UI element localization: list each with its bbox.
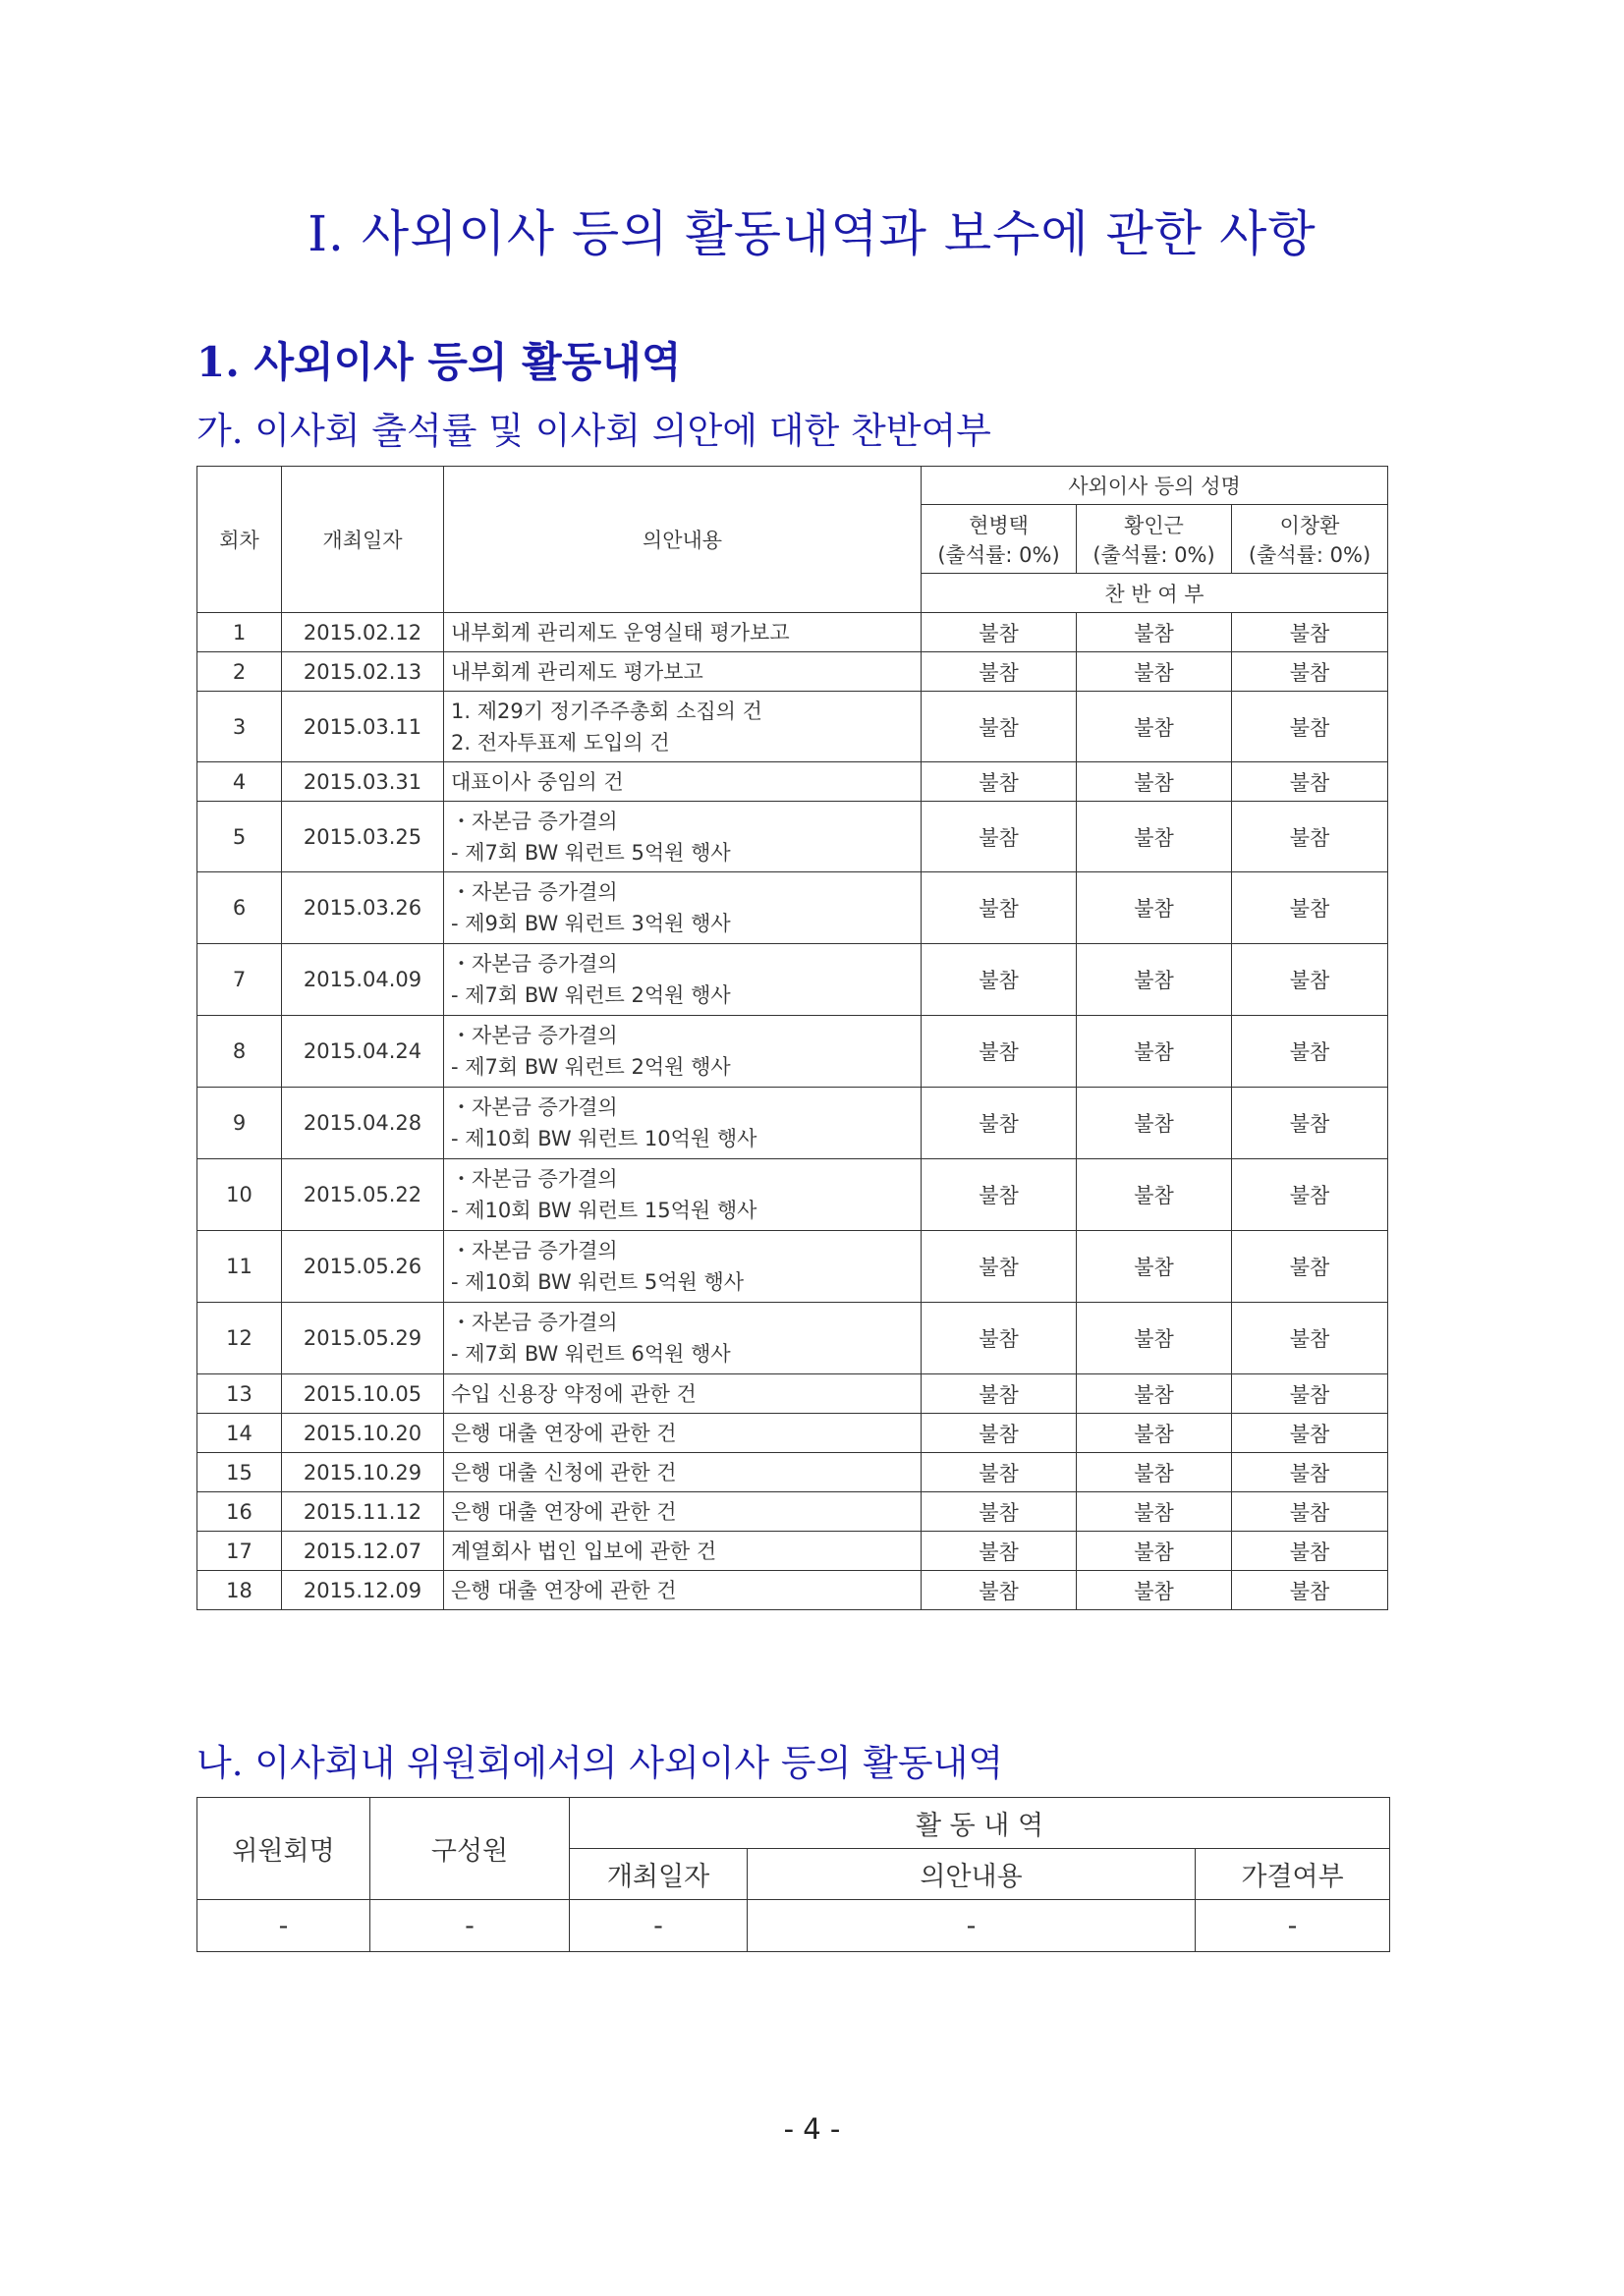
header-director-3 (1232, 505, 1388, 574)
table-row (197, 1016, 1388, 1088)
round-cell: 10 (197, 1159, 282, 1231)
director-attendance: (출석률: 0%) (1248, 542, 1372, 567)
date-cell: 2015.05.26 (282, 1231, 444, 1303)
header-members: 구성원 (370, 1798, 570, 1900)
vote-cell: 불참 (1232, 1492, 1388, 1532)
vote-cell: 불참 (1077, 1571, 1232, 1610)
agenda-cell (444, 1016, 922, 1088)
vote-cell: 불참 (922, 692, 1077, 762)
page-title: I. 사외이사 등의 활동내역과 보수에 관한 사항 (308, 205, 1316, 262)
header-activity: 활 동 내 역 (570, 1798, 1390, 1849)
vote-cell: 불참 (922, 1453, 1077, 1492)
table-row (197, 692, 1388, 762)
vote-cell: 불참 (922, 1374, 1077, 1414)
vote-cell: 불참 (1077, 613, 1232, 652)
round-cell: 1 (197, 613, 282, 652)
vote-cell: 불참 (1077, 1374, 1232, 1414)
vote-cell: 불참 (1232, 1231, 1388, 1303)
date-cell: 2015.03.25 (282, 802, 444, 872)
agenda-line: 내부회계 관리제도 운영실태 평가보고 (451, 620, 790, 644)
vote-cell: 불참 (1077, 1453, 1232, 1492)
vote-cell: 불참 (922, 613, 1077, 652)
agenda-line: - 제7회 BW 워런트 5억원 행사 (451, 840, 731, 865)
vote-cell: 불참 (922, 1492, 1077, 1532)
vote-cell: 불참 (922, 762, 1077, 802)
vote-cell: 불참 (1232, 802, 1388, 872)
agenda-line: 대표이사 중임의 건 (451, 769, 624, 794)
round-cell: 14 (197, 1414, 282, 1453)
committee-cell: - (197, 1900, 370, 1952)
vote-cell: 불참 (1077, 944, 1232, 1016)
date-cell: 2015.10.29 (282, 1453, 444, 1492)
agenda-cell (444, 1571, 922, 1610)
agenda-line: 수입 신용장 약정에 관한 건 (451, 1381, 697, 1406)
table-row (197, 872, 1388, 944)
vote-cell: 불참 (922, 1414, 1077, 1453)
agenda-cell (444, 1303, 922, 1374)
date-cell: 2015.03.31 (282, 762, 444, 802)
date-cell: 2015.12.09 (282, 1571, 444, 1610)
table-row (197, 1088, 1388, 1159)
vote-cell: 불참 (922, 1159, 1077, 1231)
agenda-cell (444, 1532, 922, 1571)
page-number: - 4 - (783, 2112, 841, 2146)
vote-cell: 불참 (1232, 762, 1388, 802)
vote-cell: 불참 (1077, 1303, 1232, 1374)
round-cell: 13 (197, 1374, 282, 1414)
table-row (197, 613, 1388, 652)
director-name: 현병택 (969, 513, 1029, 537)
header-vote: 찬 반 여 부 (922, 574, 1388, 613)
agenda-line: 은행 대출 연장에 관한 건 (451, 1421, 677, 1445)
table-row (197, 1231, 1388, 1303)
header-date: 개최일자 (282, 467, 444, 613)
header-agenda: 의안내용 (748, 1849, 1196, 1900)
round-cell: 4 (197, 762, 282, 802)
round-cell: 16 (197, 1492, 282, 1532)
board-attendance-table (196, 466, 1388, 1610)
vote-cell: 불참 (922, 1016, 1077, 1088)
vote-cell: 불참 (922, 1231, 1077, 1303)
vote-cell: 불참 (922, 1571, 1077, 1610)
vote-cell: 불참 (1232, 1374, 1388, 1414)
date-cell: 2015.04.09 (282, 944, 444, 1016)
agenda-cell: - (748, 1900, 1196, 1952)
table-row (197, 652, 1388, 692)
date-cell: 2015.03.26 (282, 872, 444, 944)
date-cell: 2015.11.12 (282, 1492, 444, 1532)
date-cell: 2015.05.29 (282, 1303, 444, 1374)
round-cell: 7 (197, 944, 282, 1016)
table-row (197, 1159, 1388, 1231)
table-row (197, 1900, 1390, 1952)
agenda-cell (444, 802, 922, 872)
agenda-line: 내부회계 관리제도 평가보고 (451, 659, 703, 684)
vote-cell: 불참 (1232, 1016, 1388, 1088)
header-director-1 (922, 505, 1077, 574)
agenda-cell (444, 1088, 922, 1159)
agenda-line: ・자본금 증가결의 (451, 1311, 618, 1334)
agenda-line: - 제7회 BW 워런트 6억원 행사 (451, 1342, 731, 1366)
table-row (197, 802, 1388, 872)
vote-cell: 불참 (922, 872, 1077, 944)
agenda-line: 은행 대출 연장에 관한 건 (451, 1499, 677, 1524)
round-cell: 2 (197, 652, 282, 692)
round-cell: 11 (197, 1231, 282, 1303)
agenda-line: ・자본금 증가결의 (451, 1239, 618, 1262)
header-directors-group: 사외이사 등의 성명 (922, 467, 1388, 505)
vote-cell: 불참 (1077, 1532, 1232, 1571)
agenda-cell (444, 872, 922, 944)
agenda-cell (444, 1492, 922, 1532)
vote-cell: 불참 (922, 944, 1077, 1016)
agenda-cell (444, 652, 922, 692)
members-cell: - (370, 1900, 570, 1952)
director-attendance: (출석률: 0%) (1092, 542, 1215, 567)
table-row (197, 1492, 1388, 1532)
agenda-cell (444, 1159, 922, 1231)
round-cell: 18 (197, 1571, 282, 1610)
agenda-cell (444, 1414, 922, 1453)
table-row (197, 1414, 1388, 1453)
table-row (197, 944, 1388, 1016)
agenda-line: 은행 대출 신청에 관한 건 (451, 1460, 677, 1484)
vote-cell: 불참 (1077, 762, 1232, 802)
vote-cell: 불참 (922, 802, 1077, 872)
vote-cell: 불참 (1232, 1571, 1388, 1610)
vote-cell: 불참 (1232, 613, 1388, 652)
agenda-cell (444, 762, 922, 802)
agenda-line: 1. 제29기 정기주주총회 소집의 건 (451, 699, 762, 723)
date-cell: 2015.10.20 (282, 1414, 444, 1453)
round-cell: 17 (197, 1532, 282, 1571)
vote-cell: 불참 (1077, 1016, 1232, 1088)
vote-cell: 불참 (1077, 692, 1232, 762)
vote-cell: 불참 (1077, 652, 1232, 692)
table-row (197, 1453, 1388, 1492)
agenda-line: - 제7회 BW 워런트 2억원 행사 (451, 1055, 731, 1079)
vote-cell: 불참 (1232, 1414, 1388, 1453)
header-result: 가결여부 (1196, 1849, 1390, 1900)
vote-cell: 불참 (1232, 1532, 1388, 1571)
vote-cell: 불참 (922, 1088, 1077, 1159)
vote-cell: 불참 (1232, 944, 1388, 1016)
agenda-line: 은행 대출 연장에 관한 건 (451, 1578, 677, 1602)
agenda-line: 계열회사 법인 입보에 관한 건 (451, 1539, 717, 1563)
agenda-cell (444, 944, 922, 1016)
vote-cell: 불참 (1077, 802, 1232, 872)
vote-cell: 불참 (1077, 1088, 1232, 1159)
round-cell: 5 (197, 802, 282, 872)
agenda-line: - 제10회 BW 워런트 10억원 행사 (451, 1127, 757, 1150)
vote-cell: 불참 (922, 1532, 1077, 1571)
date-cell: 2015.10.05 (282, 1374, 444, 1414)
date-cell: - (570, 1900, 748, 1952)
result-cell: - (1196, 1900, 1390, 1952)
agenda-line: ・자본금 증가결의 (451, 1024, 618, 1047)
header-director-2 (1077, 505, 1232, 574)
agenda-cell (444, 613, 922, 652)
round-cell: 6 (197, 872, 282, 944)
vote-cell: 불참 (1232, 1303, 1388, 1374)
vote-cell: 불참 (1232, 1159, 1388, 1231)
agenda-line: - 제9회 BW 워런트 3억원 행사 (451, 912, 731, 935)
header-round: 회차 (197, 467, 282, 613)
director-name: 황인근 (1124, 513, 1184, 537)
header-agenda: 의안내용 (444, 467, 922, 613)
header-row (197, 1798, 1390, 1849)
date-cell: 2015.04.24 (282, 1016, 444, 1088)
vote-cell: 불참 (1077, 872, 1232, 944)
agenda-line: - 제7회 BW 워런트 2억원 행사 (451, 983, 731, 1007)
agenda-cell (444, 1231, 922, 1303)
round-cell: 3 (197, 692, 282, 762)
round-cell: 12 (197, 1303, 282, 1374)
table-row (197, 1303, 1388, 1374)
agenda-cell (444, 692, 922, 762)
agenda-line: 2. 전자투표제 도입의 건 (451, 730, 670, 755)
vote-cell: 불참 (1077, 1414, 1232, 1453)
director-attendance: (출석률: 0%) (937, 542, 1060, 567)
agenda-line: - 제10회 BW 워런트 5억원 행사 (451, 1270, 745, 1294)
agenda-cell (444, 1374, 922, 1414)
date-cell: 2015.12.07 (282, 1532, 444, 1571)
date-cell: 2015.02.13 (282, 652, 444, 692)
agenda-line: ・자본금 증가결의 (451, 1167, 618, 1191)
vote-cell: 불참 (1077, 1231, 1232, 1303)
date-cell: 2015.02.12 (282, 613, 444, 652)
header-row (197, 467, 1388, 505)
section-title: 1. 사외이사 등의 활동내역 (196, 338, 682, 386)
vote-cell: 불참 (1232, 1088, 1388, 1159)
round-cell: 15 (197, 1453, 282, 1492)
date-cell: 2015.03.11 (282, 692, 444, 762)
round-cell: 8 (197, 1016, 282, 1088)
subsection-title-a: 가. 이사회 출석률 및 이사회 의안에 대한 찬반여부 (196, 410, 991, 452)
vote-cell: 불참 (1077, 1492, 1232, 1532)
agenda-cell (444, 1453, 922, 1492)
vote-cell: 불참 (1232, 872, 1388, 944)
vote-cell: 불참 (1232, 652, 1388, 692)
table-row (197, 762, 1388, 802)
date-cell: 2015.04.28 (282, 1088, 444, 1159)
header-committee: 위원회명 (197, 1798, 370, 1900)
committee-activity-table (196, 1797, 1390, 1952)
vote-cell: 불참 (1232, 692, 1388, 762)
agenda-line: ・자본금 증가결의 (451, 1095, 618, 1119)
table-row (197, 1571, 1388, 1610)
agenda-line: ・자본금 증가결의 (451, 880, 618, 904)
vote-cell: 불참 (922, 652, 1077, 692)
subsection-title-b: 나. 이사회내 위원회에서의 사외이사 등의 활동내역 (196, 1742, 1004, 1784)
table-row (197, 1374, 1388, 1414)
header-date: 개최일자 (570, 1849, 748, 1900)
vote-cell: 불참 (1077, 1159, 1232, 1231)
date-cell: 2015.05.22 (282, 1159, 444, 1231)
director-name: 이창환 (1279, 513, 1340, 537)
vote-cell: 불참 (922, 1303, 1077, 1374)
vote-cell: 불참 (1232, 1453, 1388, 1492)
agenda-line: ・자본금 증가결의 (451, 809, 618, 833)
round-cell: 9 (197, 1088, 282, 1159)
agenda-line: - 제10회 BW 워런트 15억원 행사 (451, 1199, 757, 1222)
agenda-line: ・자본금 증가결의 (451, 952, 618, 976)
table-row (197, 1532, 1388, 1571)
